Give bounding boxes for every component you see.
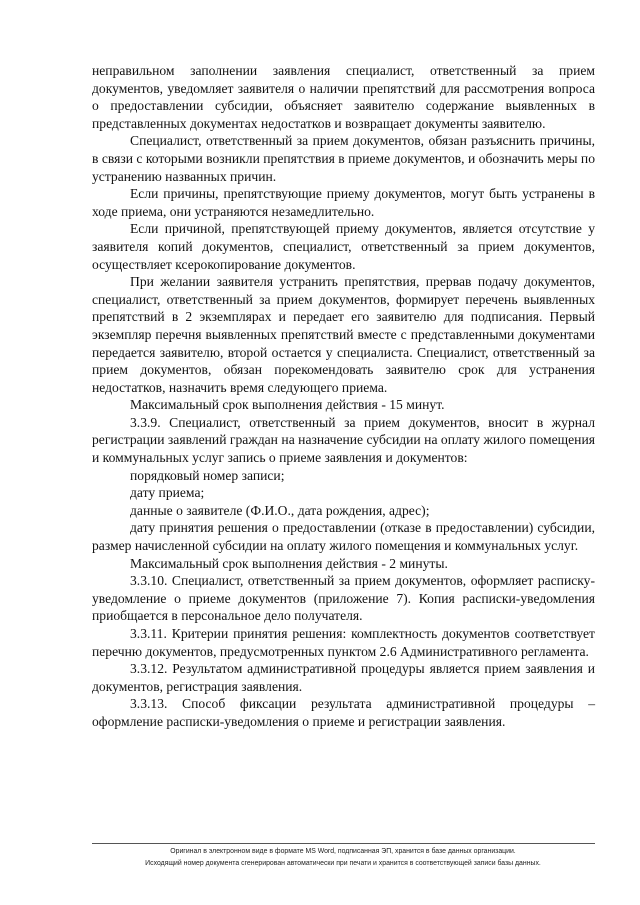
paragraph-6: Максимальный срок выполнения действия - 15 минут.: [130, 397, 445, 413]
footer-divider: [92, 843, 595, 844]
paragraph-7: 3.3.9. Специалист, ответственный за прием документов, вносит в журнал регистрации заявлений граждан на назначение субсидии на оплату жилого помещения и коммунальных услуг запись о приеме заявления и документов:: [92, 414, 595, 466]
paragraph-4: Если причиной, препятствующей приему документов, является отсутствие у заявителя копий документов, специалист, ответственный за прием документов, осуществляет ксерокопирование документов.: [92, 221, 595, 272]
paragraph-11: 3.3.11. Критерии принятия решения: комплектность документов соответствует перечню документов, предусмотренных пунктом 2.6 Административного регламента.: [92, 626, 595, 659]
footer: [60, 846, 626, 870]
paragraph-10: 3.3.10. Специалист, ответственный за прием документов, оформляет расписку-уведомление о приеме документов (приложение 7). Копия расписки-уведомления приобщается в персональное дело получателя.: [92, 573, 595, 624]
list-item-2: дату приема;: [130, 485, 205, 501]
paragraph-9: Максимальный срок выполнения действия - 2 минуты.: [130, 555, 448, 571]
footer-line-1: Оригинал в электронном виде в формате MS Word, подписанная ЭП, хранится в базе данных организации.: [170, 848, 516, 855]
list-item-3: данные о заявителе (Ф.И.О., дата рождения, адрес);: [130, 502, 430, 518]
paragraph-2: Специалист, ответственный за прием документов, обязан разъяснить причины, в связи с которыми возникли препятствия в приеме документов, и обозначить меры по устранению названных причин.: [92, 133, 595, 184]
paragraph-13: 3.3.13. Способ фиксации результата административной процедуры – оформление расписки-уведомления о приеме и регистрации заявления.: [92, 696, 595, 729]
footer-line-2: Исходящий номер документа сгенерирован автоматически при печати и хранится в соответствующей записи базы данных.: [145, 860, 541, 867]
paragraph-5: При желании заявителя устранить препятствия, прервав подачу документов, специалист, ответственный за прием документов, формирует перечень выявленных препятствий в 2 экземплярах и передает его заявителю для подписания. Первый экземпляр перечня выявленных препятствий вместе с представленными документами передается заявителю, второй остается у специалиста. Специалист, ответственный за прием документов, обязан порекомендовать заявителю срок для устранения недостатков, назначить время следующего приема.: [92, 274, 595, 395]
paragraph-12: 3.3.12. Результатом административной процедуры является прием заявления и документов, регистрация заявления.: [92, 661, 595, 694]
paragraph-8: дату принятия решения о предоставлении (отказе в предоставлении) субсидии, размер начисленной субсидии на оплату жилого помещения и коммунальных услуг.: [92, 520, 595, 554]
paragraph-1: неправильном заполнении заявления специалист, ответственный за прием документов, уведомляет заявителя о наличии препятствий для рассмотрения вопроса о предоставлении субсидии, объясняет заявителю содержание выявленных в представленных документах недостатков и возвращает документы заявителю.: [92, 63, 595, 131]
document-body: [92, 62, 595, 731]
list-item-1: порядковый номер записи;: [130, 467, 285, 483]
paragraph-3: Если причины, препятствующие приему документов, могут быть устранены в ходе приема, они устраняются незамедлительно.: [92, 186, 595, 219]
